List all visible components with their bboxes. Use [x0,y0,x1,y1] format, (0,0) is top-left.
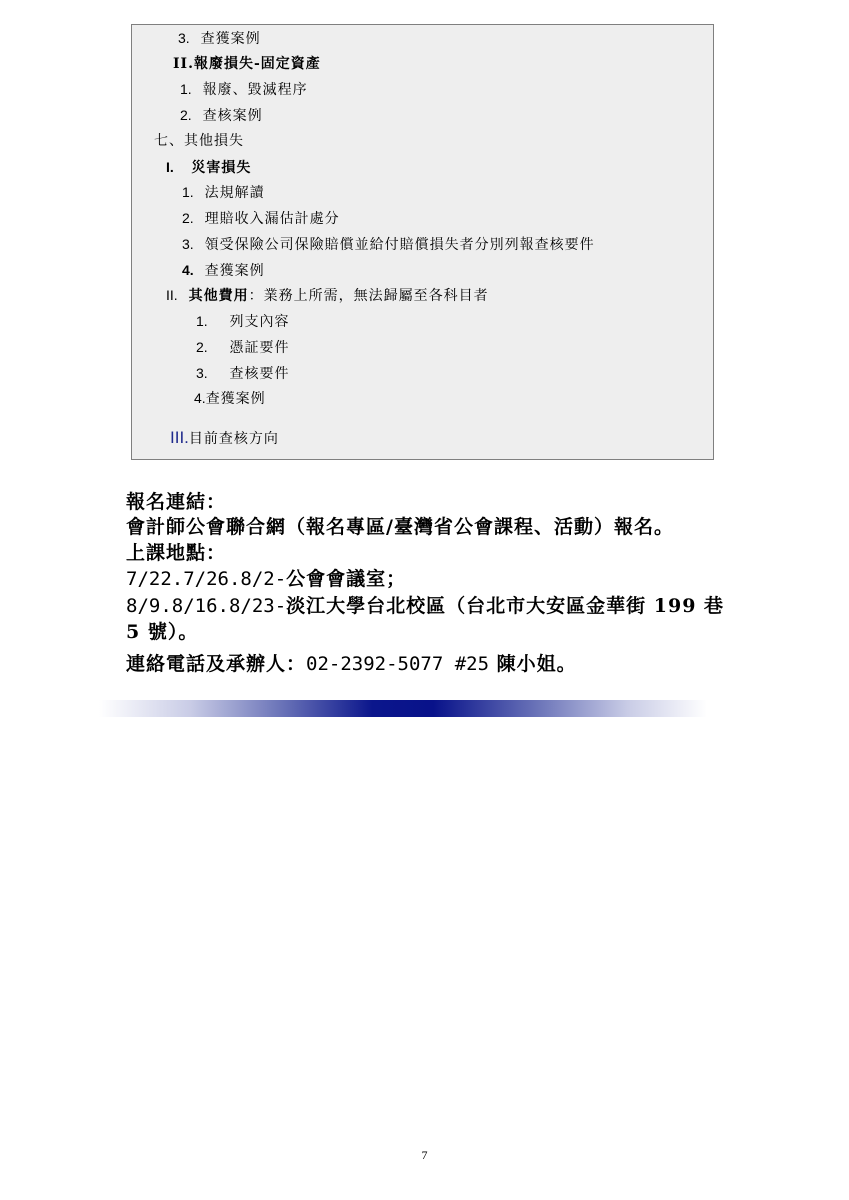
signup-label: 報名連結： [126,491,227,513]
outline-section: 七、其他損失 [154,133,244,149]
outline-item: 2. 查核案例 [180,107,263,124]
contact-line: 連絡電話及承辦人：02-2392-5077 #25 陳小姐。 [126,653,577,675]
page-number: 7 [421,1148,428,1162]
outline-item: 3. 領受保險公司保險賠償並給付賠償損失者分別列報查核要件 [182,236,595,253]
outline-item: 4.查獲案例 [194,390,266,407]
outline-item: 3. 查核要件 [196,365,290,382]
outline-item: 2. 憑証要件 [196,339,290,356]
outline-heading: III.目前查核方向 [170,428,279,447]
outline-item: 3. 查獲案例 [178,30,261,47]
outline-heading: I. 災害損失 [166,159,252,176]
location-line-1: 7/22.7/26.8/2-公會會議室； [126,568,407,590]
location-line-2: 8/9.8/16.8/23-淡江大學台北校區（台北市大安區金華街 199 巷 [126,595,725,617]
outline-item: 1. 列支內容 [196,313,290,330]
outline-heading: II.報廢損失-固定資產 [173,56,321,72]
outline-item: 2. 理賠收入漏估計處分 [182,210,340,227]
signup-text: 會計師公會聯合網（報名專區/臺灣省公會課程、活動）報名。 [126,516,674,538]
location-line-2-cont: 5 號）。 [126,621,199,643]
divider-gradient-bar [99,700,707,717]
outline-heading: II. 其他費用：業務上所需，無法歸屬至各科目者 [166,287,489,304]
location-label: 上課地點： [126,542,227,564]
outline-item: 1. 報廢、毀滅程序 [180,81,308,98]
outline-item: 4. 查獲案例 [182,262,265,279]
outline-item: 1. 法規解讀 [182,184,265,201]
